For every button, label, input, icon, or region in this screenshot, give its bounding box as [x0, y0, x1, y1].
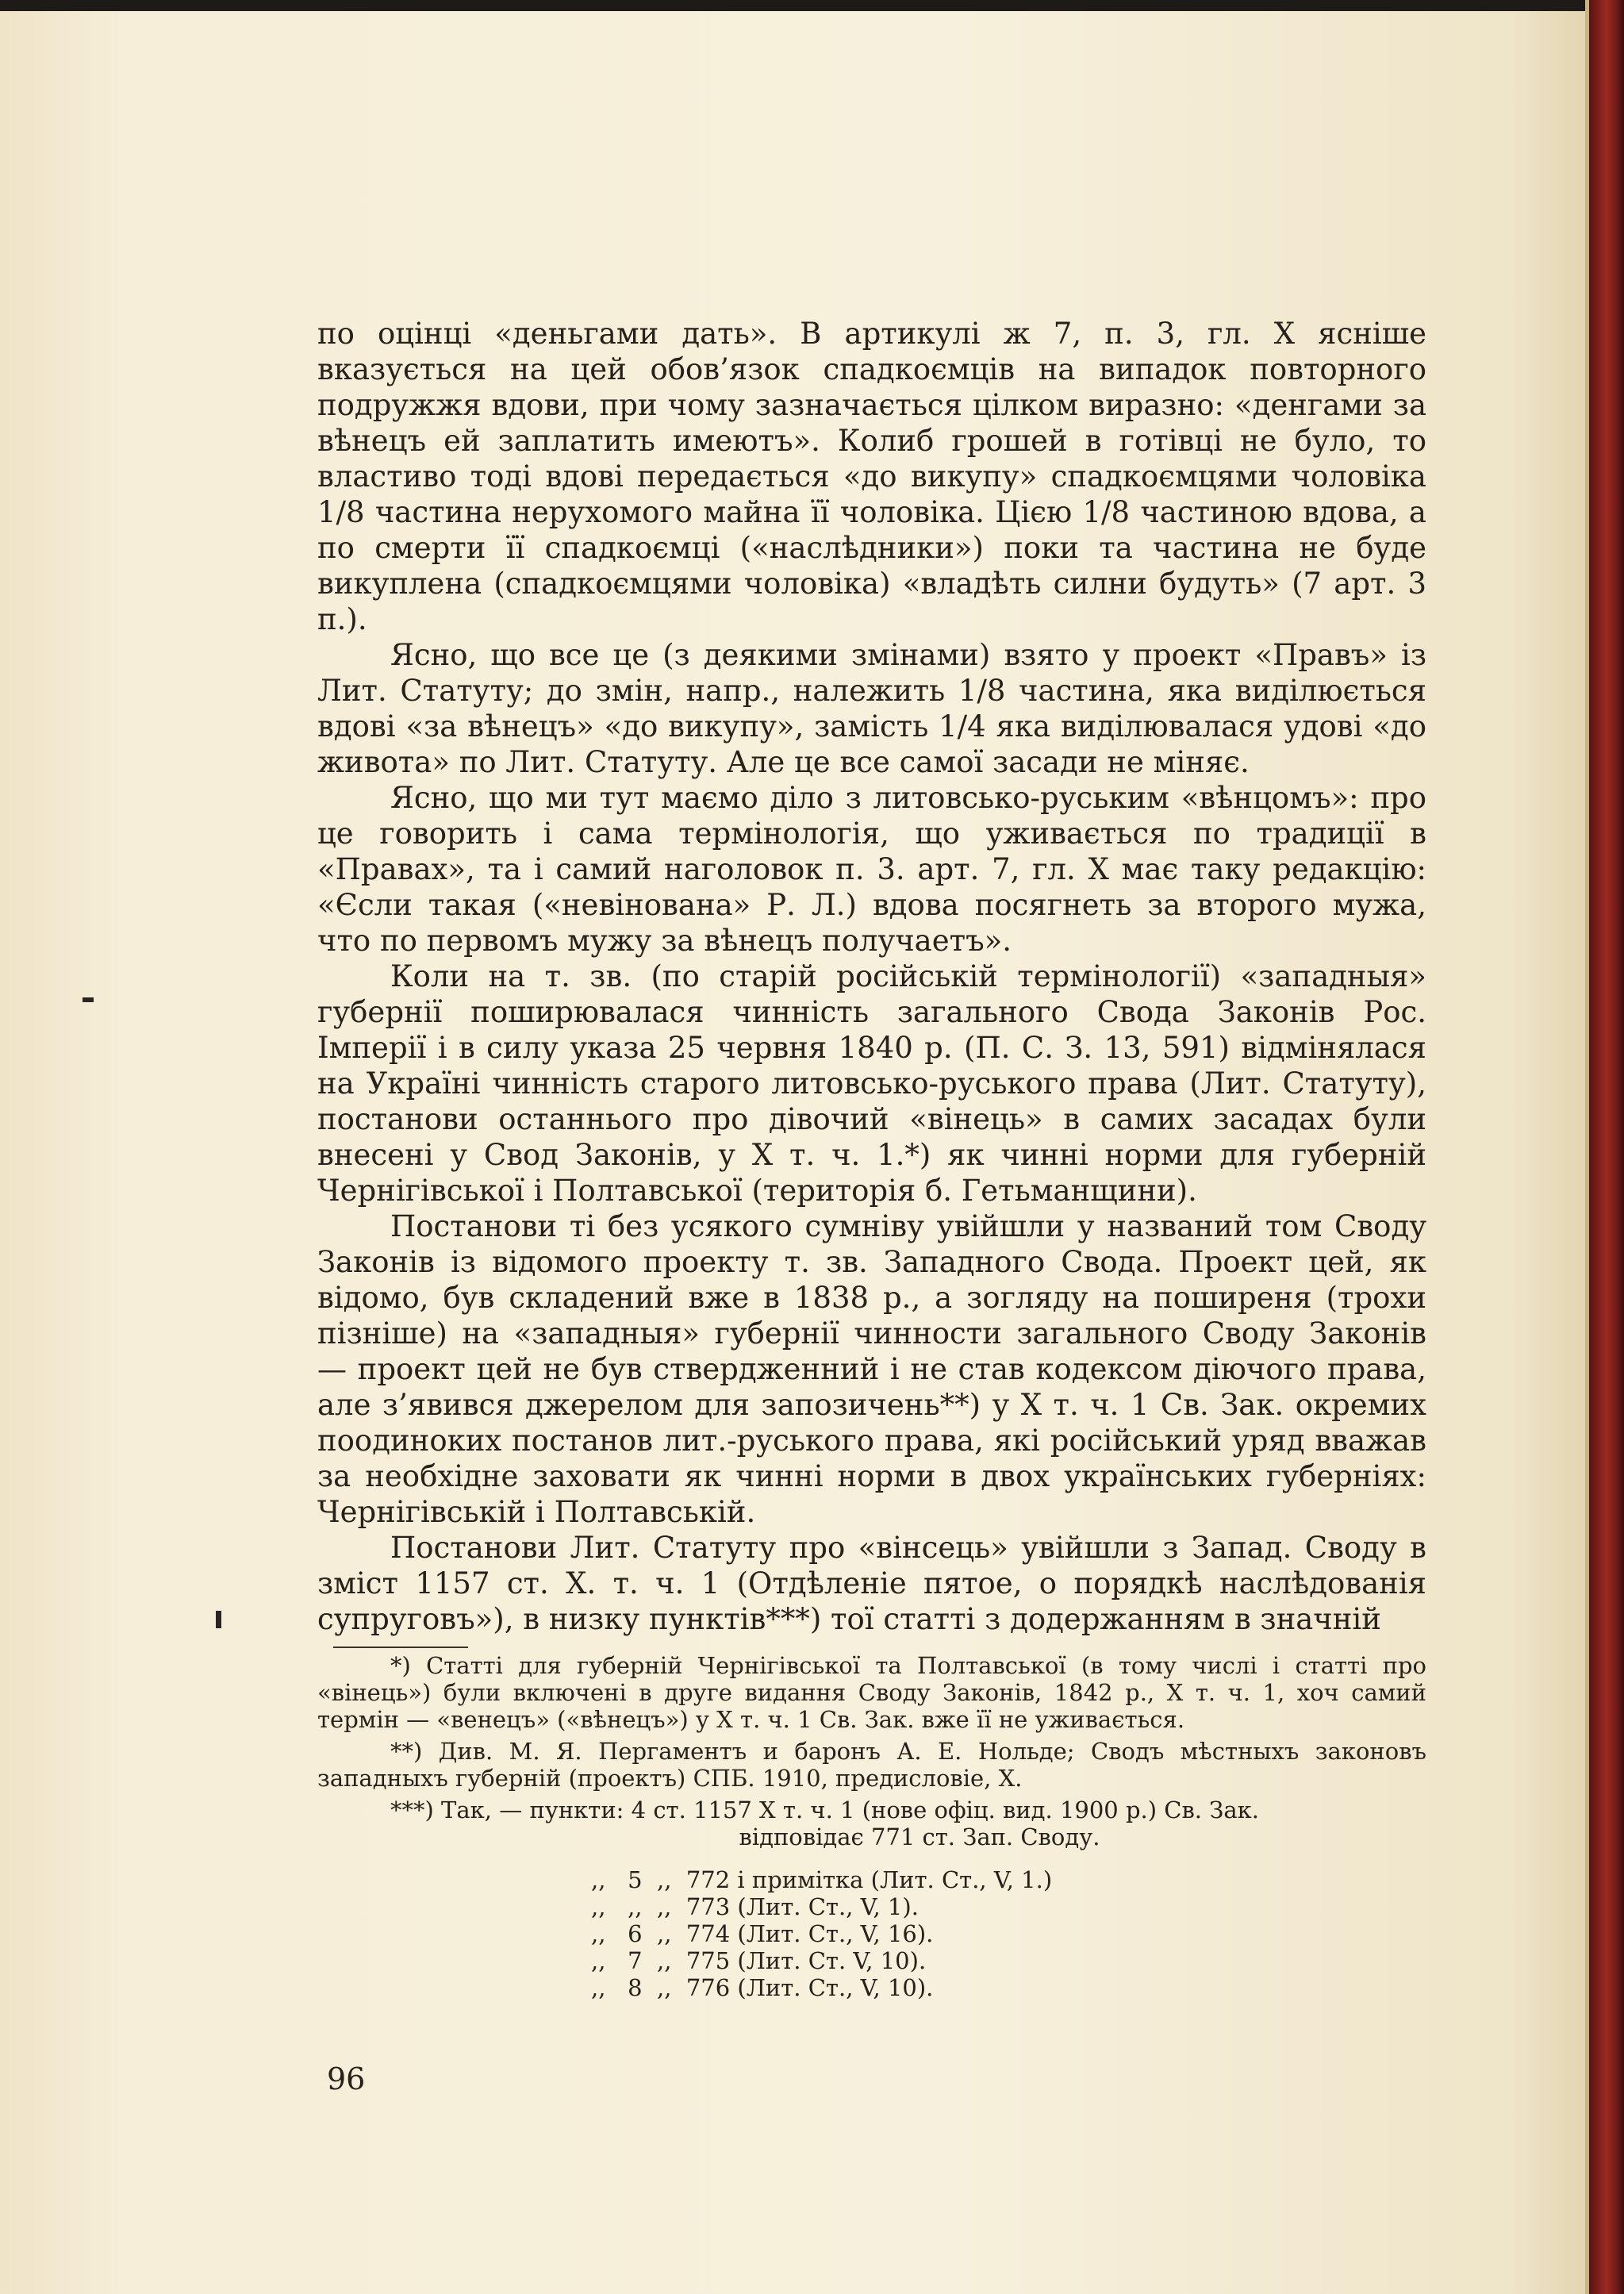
main-text: [317, 316, 1426, 1637]
list-item: ,, ,, ,, 773 (Лит. Ст., V, 1).: [591, 1893, 919, 1920]
footnotes: [317, 1652, 1426, 1850]
list-item: ,, 7 ,, 775 (Лит. Ст. V, 10).: [591, 1947, 927, 1974]
footnote: **) Див. М. Я. Пергаментъ и баронъ А. Е. Нольде; Сводъ мѣстныхъ законовъ западныхъ губерній (проектъ) СПБ. 1910, предисловіе, X.: [317, 1738, 1426, 1792]
page-number: 96: [327, 2062, 366, 2096]
paragraph: Ясно, що все це (з деякими змінами) взято у проект «Правъ» із Лит. Статуту; до змін, напр., належить 1/8 частина, яка виділюється вдові «за вѣнецъ» «до викупу», замість 1/4 яка виділювалася удові «до живота» по Лит. Статуту. Але це все самої засади не міняє.: [317, 638, 1426, 779]
paragraph: по оцінці «деньгами дать». В артикулі ж 7, п. 3, гл. X ясніше вказується на цей обов’язок спадкоємців на випадок повторного подружжя вдови, при чому зазначається цілком виразно: «денгами за вѣнецъ ей заплатить имеютъ». Колиб грошей в готівці не було, то властиво тоді вдові передається «до викупу» спадкоємцями чоловіка 1/8 частина нерухомого майна її чоловіка. Цією 1/8 частиною вдова, а по смерти її спадкоємці («наслѣдники») поки та частина не буде викуплена (спадкоємцями чоловіка) «владѣть силни будуть» (7 арт. 3 п.).: [317, 317, 1426, 636]
footnote-list: [591, 1866, 1052, 2001]
paragraph: Коли на т. зв. (по старій російській термінології) «западныя» губернії поширювалася чинність загального Свода Законів Рос. Імперії і в силу указа 25 червня 1840 р. (П. С. З. 13, 591) відмінялася на Україні чинність старого литовсько-руського права (Лит. Статуту), постанови останнього про дівочий «вінець» в самих засадах були внесені у Свод Законів, у X т. ч. 1.*) як чинні норми для губерній Чернігівської і Полтавської (територія б. Гетьманщини).: [317, 959, 1426, 1208]
paragraph: Ясно, що ми тут маємо діло з литовсько-руським «вѣнцомъ»: про це говорить і сама термінологія, що уживається по традиції в «Правах», та і самий наголовок п. 3. арт. 7, гл. X має таку редакцію: «Єсли такая («невінована» Р. Л.) вдова посягнеть за второго мужа, что по первомъ мужу за вѣнецъ получаетъ».: [317, 781, 1426, 958]
list-item: ,, 8 ,, 776 (Лит. Ст., V, 10).: [591, 1974, 934, 2001]
paragraph: Постанови ті без усякого сумніву увійшли у названий том Своду Законів із відомого проекту т. зв. Западного Свода. Проект цей, як відомо, був складений вже в 1838 р., а зогляду на поширеня (трохи пізніше) на «западныя» губернії чинности загального Своду Законів — проект цей не був ствердженний і не став кодексом діючого права, але з’явився джерелом для запозичень**) у X т. ч. 1 Св. Зак. окремих поодиноких постанов лит.-руського права, які російський уряд вважав за необхідне заховати як чинні норми в двох українських губерніях: Чернігівській і Полтавській.: [317, 1209, 1426, 1529]
footnote-divider: [333, 1647, 468, 1648]
paragraph: Постанови Лит. Статуту про «вінсець» увійшли з Запад. Своду в зміст 1157 ст. X. т. ч. 1 (Отдѣленіе пятое, о порядкѣ наслѣдованія супруговъ»), в низку пунктів***) тої статті з додержанням в значній: [317, 1531, 1426, 1636]
list-item: ,, 5 ,, 772 і примітка (Лит. Ст., V, 1.): [591, 1866, 1053, 1893]
footnote: *) Статті для губерній Чернігівської та Полтавської (в тому числі і статті про «вінець») були включені в друге видання Своду Законів, 1842 р., X т. ч. 1, хоч самий термін — «венецъ» («вѣнецъ») у X т. ч. 1 Св. Зак. вже її не уживається.: [317, 1652, 1426, 1733]
scan-top-edge: [0, 0, 1624, 11]
footnote: ***) Так, — пункти: 4 ст. 1157 X т. ч. 1 (нове офіц. вид. 1900 р.) Св. Зак.: [390, 1796, 1259, 1823]
footnote-continuation: відповідає 771 ст. Зап. Своду.: [739, 1823, 1100, 1850]
margin-mark: [216, 1611, 221, 1628]
margin-mark: [83, 997, 94, 1002]
book-binding: [1589, 0, 1624, 2294]
list-item: ,, 6 ,, 774 (Лит. Ст., V, 16).: [591, 1920, 934, 1947]
